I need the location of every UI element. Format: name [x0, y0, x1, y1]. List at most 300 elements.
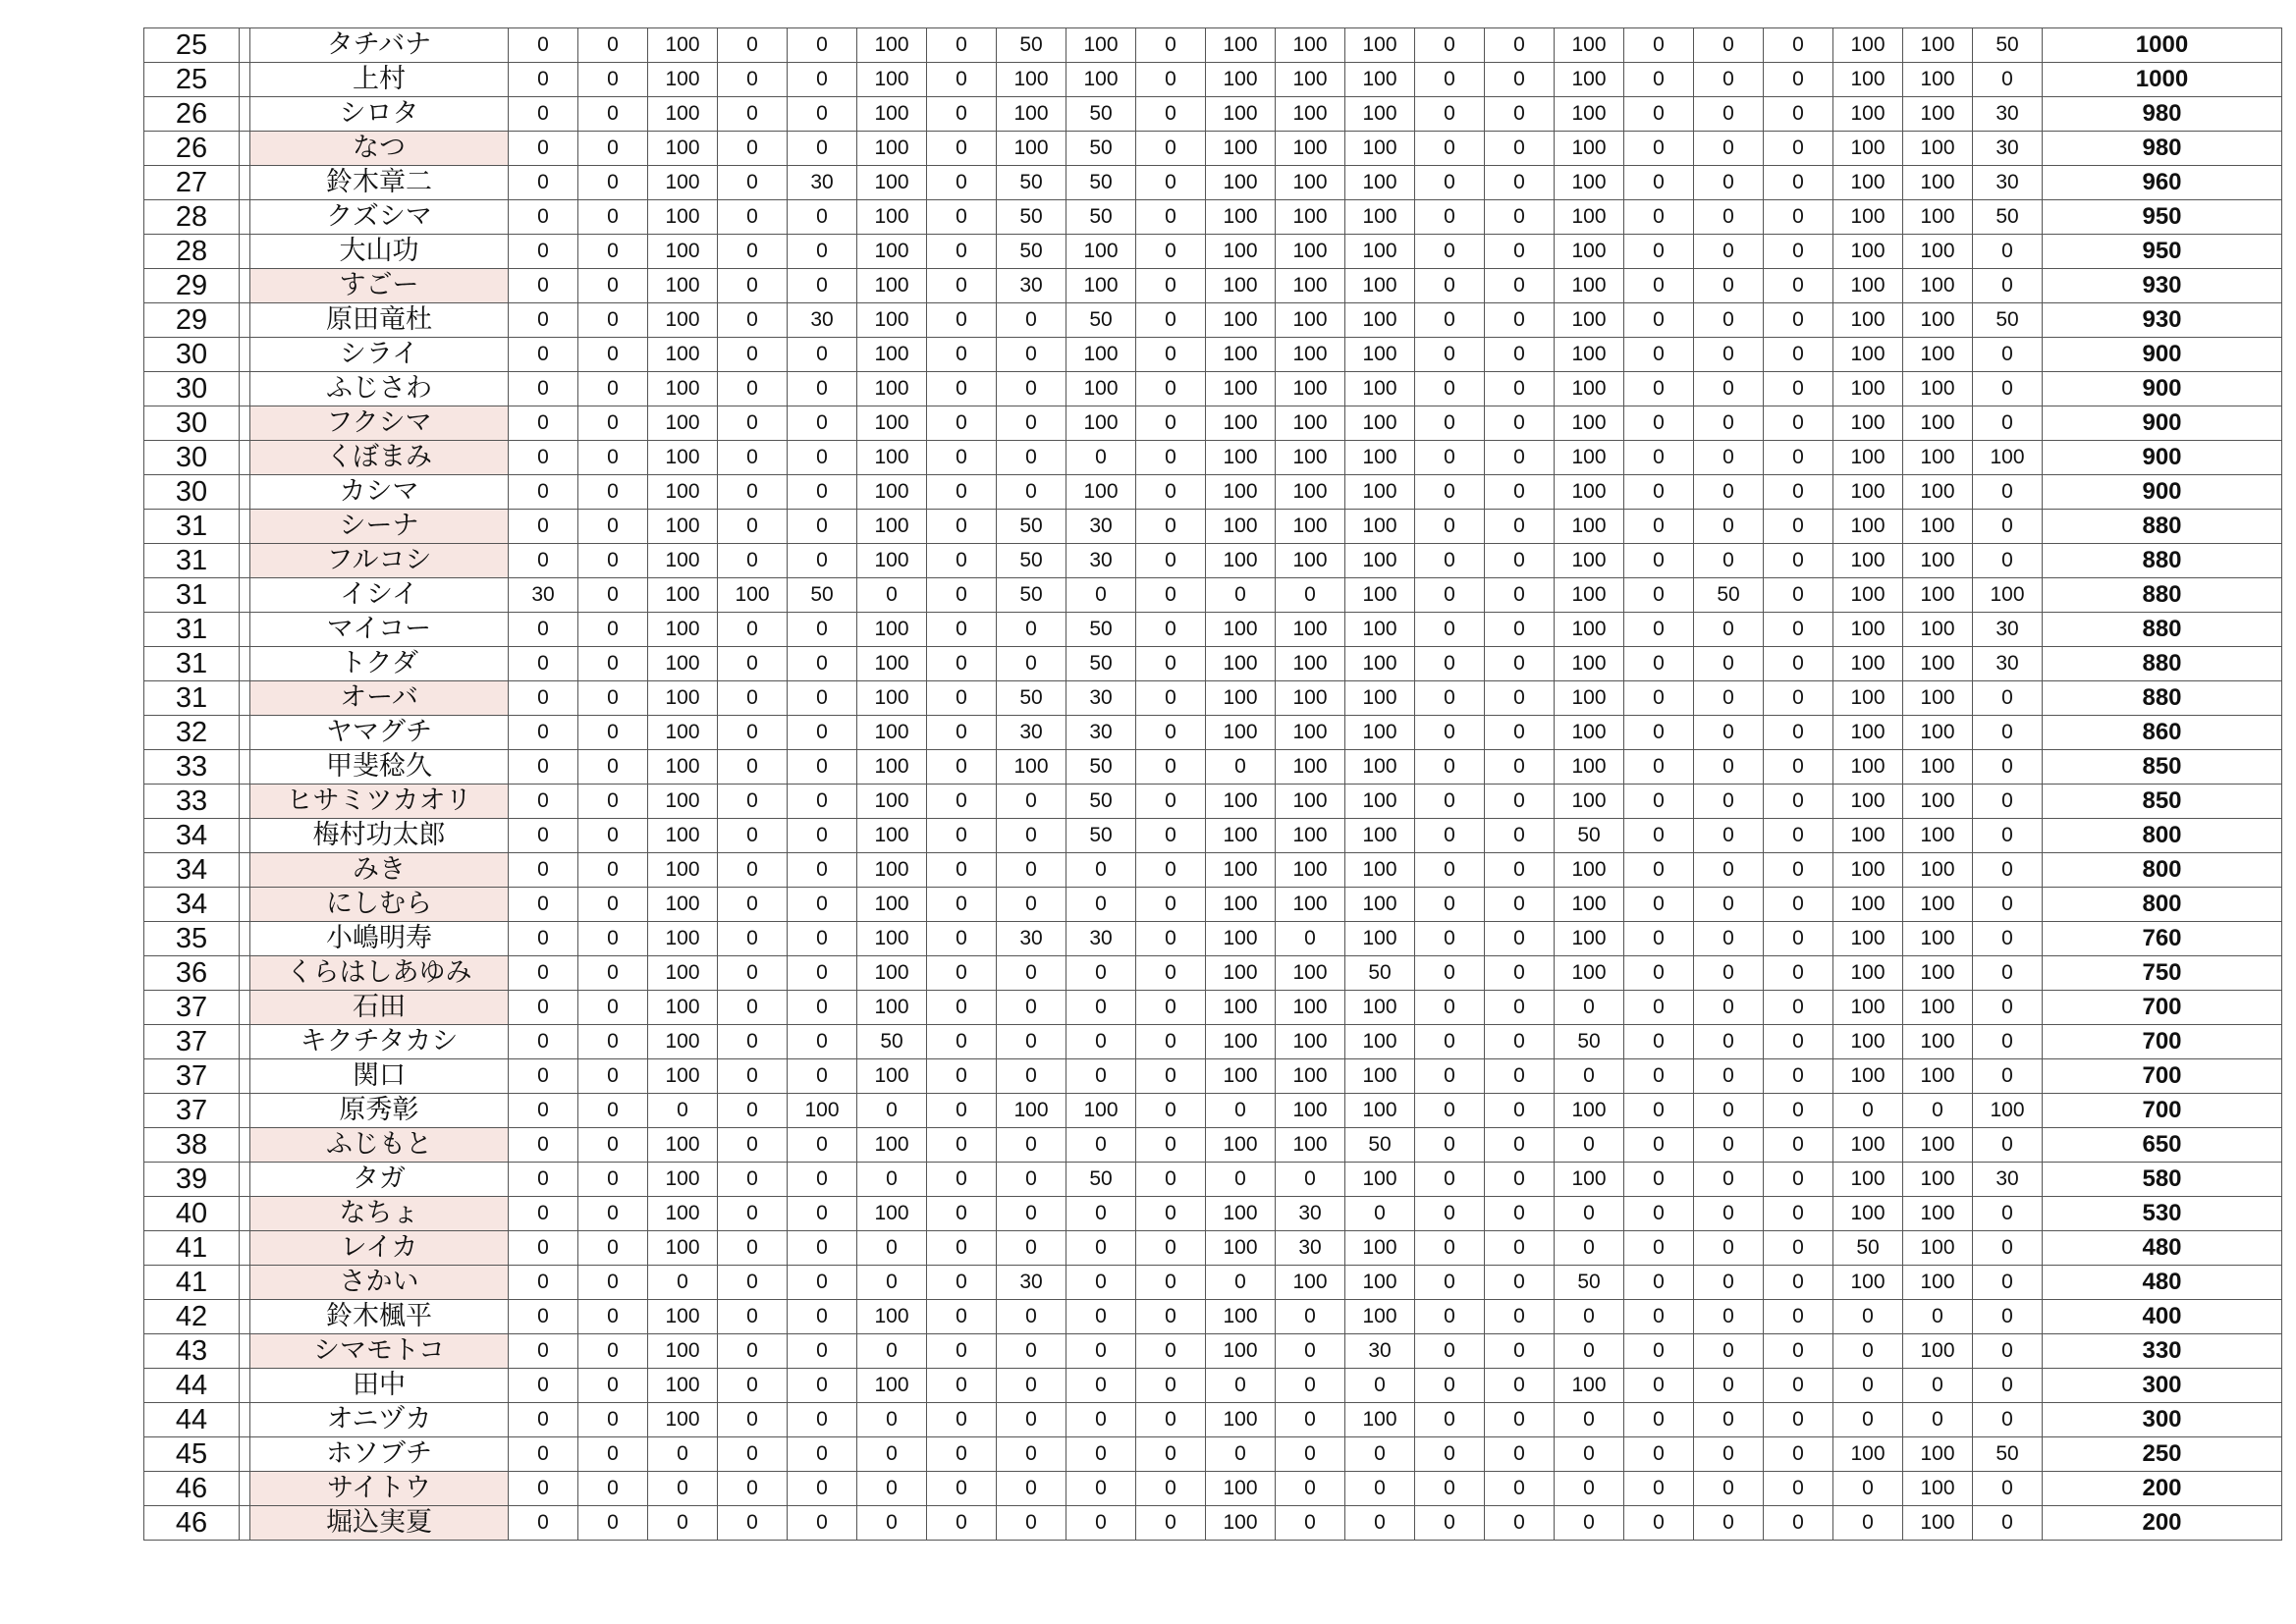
score-cell: 100	[1206, 338, 1276, 372]
score-cell: 100	[857, 750, 927, 785]
total-cell: 900	[2043, 441, 2282, 475]
score-cell: 0	[997, 1403, 1066, 1437]
spacer-cell	[240, 269, 250, 303]
score-cell: 0	[509, 303, 578, 338]
score-cell: 0	[1415, 1437, 1485, 1472]
rank-cell: 28	[144, 200, 240, 235]
spacer-cell	[240, 956, 250, 991]
score-cell: 0	[718, 1506, 788, 1541]
score-cell: 100	[857, 1300, 927, 1334]
score-cell: 0	[857, 1472, 927, 1506]
score-cell: 0	[718, 681, 788, 716]
score-cell: 0	[1764, 1369, 1833, 1403]
score-cell: 0	[788, 544, 857, 578]
score-cell: 100	[997, 97, 1066, 132]
score-cell: 100	[1833, 235, 1903, 269]
score-cell: 100	[1833, 819, 1903, 853]
score-cell: 100	[1206, 200, 1276, 235]
score-cell: 100	[648, 888, 718, 922]
score-cell: 0	[509, 1197, 578, 1231]
score-cell: 0	[1624, 1197, 1694, 1231]
total-cell: 750	[2043, 956, 2282, 991]
table-row	[144, 63, 2283, 97]
score-cell: 0	[1624, 1506, 1694, 1541]
score-cell: 0	[1694, 613, 1764, 647]
edge-cell	[2282, 510, 2283, 544]
spacer-cell	[240, 97, 250, 132]
score-cell: 100	[648, 956, 718, 991]
score-cell: 100	[1973, 578, 2043, 613]
score-cell: 0	[997, 1506, 1066, 1541]
score-cell: 0	[1066, 956, 1136, 991]
score-cell: 100	[1206, 1197, 1276, 1231]
score-cell: 100	[1276, 716, 1345, 750]
total-cell: 1000	[2043, 63, 2282, 97]
score-cell: 100	[1903, 200, 1973, 235]
score-cell: 0	[1485, 613, 1555, 647]
score-cell: 100	[1345, 991, 1415, 1025]
name-cell: 大山功	[250, 235, 509, 269]
score-cell: 0	[1485, 200, 1555, 235]
score-cell: 100	[1555, 200, 1624, 235]
score-cell: 100	[857, 922, 927, 956]
spacer-cell	[240, 578, 250, 613]
edge-cell	[2282, 200, 2283, 235]
score-cell: 0	[997, 888, 1066, 922]
score-cell: 0	[1136, 613, 1206, 647]
score-cell: 0	[1136, 1197, 1206, 1231]
score-cell: 100	[1555, 613, 1624, 647]
table-row	[144, 338, 2283, 372]
score-cell: 0	[1624, 888, 1694, 922]
rank-cell: 46	[144, 1506, 240, 1541]
score-cell: 100	[1833, 1059, 1903, 1094]
score-cell: 0	[1555, 1300, 1624, 1334]
score-cell: 100	[1206, 1059, 1276, 1094]
score-cell: 0	[1485, 785, 1555, 819]
score-cell: 100	[857, 785, 927, 819]
score-cell: 0	[1485, 1163, 1555, 1197]
score-cell: 0	[997, 406, 1066, 441]
table-row	[144, 510, 2283, 544]
score-cell: 100	[1903, 853, 1973, 888]
score-cell: 0	[1136, 338, 1206, 372]
score-cell: 100	[1345, 1266, 1415, 1300]
score-cell: 100	[648, 235, 718, 269]
score-cell: 100	[1833, 647, 1903, 681]
score-cell: 0	[1136, 785, 1206, 819]
score-cell: 50	[1694, 578, 1764, 613]
score-cell: 0	[1624, 1059, 1694, 1094]
score-cell: 100	[1206, 1506, 1276, 1541]
score-cell: 0	[927, 200, 997, 235]
score-cell: 0	[509, 888, 578, 922]
spacer-cell	[240, 888, 250, 922]
score-cell: 100	[1345, 1059, 1415, 1094]
table-row	[144, 681, 2283, 716]
score-cell: 100	[1903, 578, 1973, 613]
name-cell: 梅村功太郎	[250, 819, 509, 853]
score-cell: 0	[718, 406, 788, 441]
score-cell: 100	[1276, 613, 1345, 647]
score-cell: 0	[578, 303, 648, 338]
score-cell: 0	[857, 1094, 927, 1128]
score-cell: 0	[1694, 338, 1764, 372]
edge-cell	[2282, 1025, 2283, 1059]
score-cell: 100	[857, 544, 927, 578]
score-cell: 0	[1694, 1403, 1764, 1437]
score-cell: 0	[1973, 1403, 2043, 1437]
spacer-cell	[240, 338, 250, 372]
score-cell: 0	[788, 235, 857, 269]
score-cell: 0	[1415, 1025, 1485, 1059]
score-cell: 100	[857, 235, 927, 269]
score-cell: 50	[997, 200, 1066, 235]
total-cell: 880	[2043, 647, 2282, 681]
score-cell: 100	[1903, 956, 1973, 991]
score-cell: 0	[718, 544, 788, 578]
table-row	[144, 613, 2283, 647]
score-cell: 0	[509, 166, 578, 200]
score-cell: 100	[648, 1300, 718, 1334]
name-cell: なつ	[250, 132, 509, 166]
score-cell: 100	[648, 613, 718, 647]
score-cell: 0	[1973, 235, 2043, 269]
score-cell: 0	[1624, 1231, 1694, 1266]
score-cell: 0	[1764, 578, 1833, 613]
total-cell: 760	[2043, 922, 2282, 956]
score-cell: 0	[1136, 1094, 1206, 1128]
score-cell: 100	[1903, 1506, 1973, 1541]
rank-cell: 45	[144, 1437, 240, 1472]
score-cell: 0	[1136, 63, 1206, 97]
score-cell: 0	[578, 372, 648, 406]
score-cell: 100	[1555, 716, 1624, 750]
score-cell: 50	[997, 28, 1066, 63]
score-cell: 0	[1764, 338, 1833, 372]
score-cell: 0	[1415, 1403, 1485, 1437]
spacer-cell	[240, 991, 250, 1025]
score-cell: 100	[1903, 1059, 1973, 1094]
score-cell: 100	[1903, 510, 1973, 544]
total-cell: 850	[2043, 750, 2282, 785]
score-cell: 0	[1136, 578, 1206, 613]
score-cell: 0	[509, 785, 578, 819]
score-cell: 100	[857, 1197, 927, 1231]
score-cell: 100	[1276, 475, 1345, 510]
score-cell: 0	[1624, 681, 1694, 716]
score-cell: 100	[648, 750, 718, 785]
score-cell: 0	[1345, 1437, 1415, 1472]
table-row	[144, 1266, 2283, 1300]
score-cell: 0	[1973, 406, 2043, 441]
name-cell: シロタ	[250, 97, 509, 132]
score-cell: 100	[857, 406, 927, 441]
score-cell: 0	[1694, 544, 1764, 578]
score-cell: 0	[1066, 1369, 1136, 1403]
score-cell: 0	[1136, 750, 1206, 785]
name-cell: トクダ	[250, 647, 509, 681]
score-cell: 0	[997, 1059, 1066, 1094]
score-cell: 100	[857, 716, 927, 750]
score-cell: 0	[1764, 819, 1833, 853]
score-cell: 0	[1624, 1266, 1694, 1300]
score-cell: 0	[578, 441, 648, 475]
score-cell: 0	[927, 372, 997, 406]
spacer-cell	[240, 235, 250, 269]
score-cell: 0	[578, 888, 648, 922]
score-cell: 100	[1903, 888, 1973, 922]
score-cell: 0	[788, 406, 857, 441]
score-cell: 30	[509, 578, 578, 613]
score-cell: 100	[648, 1128, 718, 1163]
score-cell: 100	[1276, 372, 1345, 406]
score-cell: 0	[1415, 681, 1485, 716]
score-cell: 0	[1903, 1403, 1973, 1437]
score-cell: 0	[1136, 1472, 1206, 1506]
score-cell: 0	[788, 441, 857, 475]
score-cell: 0	[1764, 63, 1833, 97]
rank-cell: 37	[144, 1025, 240, 1059]
spacer-cell	[240, 1334, 250, 1369]
score-cell: 30	[1066, 510, 1136, 544]
score-cell: 0	[927, 1506, 997, 1541]
score-cell: 0	[1624, 578, 1694, 613]
score-cell: 0	[1764, 475, 1833, 510]
edge-cell	[2282, 303, 2283, 338]
score-cell: 0	[1485, 1231, 1555, 1266]
table-row	[144, 956, 2283, 991]
score-cell: 100	[648, 922, 718, 956]
score-cell: 0	[1415, 166, 1485, 200]
score-cell: 100	[997, 132, 1066, 166]
score-cell: 0	[1973, 819, 2043, 853]
score-cell: 0	[1764, 406, 1833, 441]
name-cell: ホソブチ	[250, 1437, 509, 1472]
score-cell: 100	[1833, 716, 1903, 750]
score-cell: 100	[1903, 544, 1973, 578]
score-cell: 0	[1136, 888, 1206, 922]
edge-cell	[2282, 475, 2283, 510]
score-cell: 0	[1833, 1300, 1903, 1334]
score-cell: 0	[1415, 1266, 1485, 1300]
score-cell: 100	[648, 578, 718, 613]
score-cell: 0	[788, 269, 857, 303]
score-cell: 0	[1973, 372, 2043, 406]
score-cell: 0	[1764, 1334, 1833, 1369]
score-cell: 100	[1276, 441, 1345, 475]
score-cell: 0	[1694, 269, 1764, 303]
edge-cell	[2282, 956, 2283, 991]
table-row	[144, 1231, 2283, 1266]
spacer-cell	[240, 166, 250, 200]
score-cell: 0	[1973, 750, 2043, 785]
edge-cell	[2282, 578, 2283, 613]
score-cell: 0	[509, 475, 578, 510]
score-cell: 0	[1624, 303, 1694, 338]
edge-cell	[2282, 1059, 2283, 1094]
score-cell: 0	[718, 716, 788, 750]
score-cell: 0	[1136, 372, 1206, 406]
score-cell: 100	[1903, 785, 1973, 819]
score-cell: 100	[857, 819, 927, 853]
name-cell: 上村	[250, 63, 509, 97]
name-cell: 鈴木楓平	[250, 1300, 509, 1334]
score-cell: 0	[578, 1472, 648, 1506]
score-cell: 0	[1415, 578, 1485, 613]
score-cell: 0	[1694, 200, 1764, 235]
rank-cell: 46	[144, 1472, 240, 1506]
score-cell: 0	[718, 235, 788, 269]
score-cell: 100	[1276, 888, 1345, 922]
score-cell: 100	[648, 338, 718, 372]
score-cell: 30	[1973, 97, 2043, 132]
score-cell: 30	[1066, 922, 1136, 956]
score-cell: 0	[1764, 1094, 1833, 1128]
score-cell: 0	[718, 132, 788, 166]
total-cell: 800	[2043, 888, 2282, 922]
score-cell: 0	[997, 1437, 1066, 1472]
score-cell: 0	[718, 1472, 788, 1506]
score-cell: 0	[1345, 1369, 1415, 1403]
spacer-cell	[240, 819, 250, 853]
score-cell: 100	[1276, 166, 1345, 200]
score-cell: 100	[1555, 441, 1624, 475]
score-cell: 100	[1276, 991, 1345, 1025]
score-cell: 100	[648, 510, 718, 544]
table-row	[144, 1403, 2283, 1437]
score-cell: 0	[788, 1472, 857, 1506]
score-cell: 0	[1973, 510, 2043, 544]
score-cell: 100	[1903, 372, 1973, 406]
score-cell: 0	[927, 1472, 997, 1506]
total-cell: 250	[2043, 1437, 2282, 1472]
score-cell: 0	[1276, 922, 1345, 956]
table-row	[144, 853, 2283, 888]
table-row	[144, 1128, 2283, 1163]
score-cell: 0	[1136, 1128, 1206, 1163]
score-cell: 100	[648, 441, 718, 475]
rank-cell: 41	[144, 1266, 240, 1300]
score-cell: 0	[509, 1334, 578, 1369]
score-cell: 0	[788, 63, 857, 97]
rank-cell: 30	[144, 372, 240, 406]
score-cell: 0	[1555, 1197, 1624, 1231]
score-cell: 0	[1624, 475, 1694, 510]
score-cell: 0	[1415, 544, 1485, 578]
score-cell: 0	[857, 1163, 927, 1197]
score-cell: 0	[1764, 888, 1833, 922]
score-cell: 0	[788, 1231, 857, 1266]
edge-cell	[2282, 1369, 2283, 1403]
score-cell: 100	[857, 200, 927, 235]
score-cell: 0	[509, 1025, 578, 1059]
name-cell: なちょ	[250, 1197, 509, 1231]
score-cell: 0	[927, 785, 997, 819]
score-cell: 0	[1973, 853, 2043, 888]
score-cell: 100	[1555, 28, 1624, 63]
score-cell: 100	[1206, 269, 1276, 303]
score-cell: 100	[1833, 613, 1903, 647]
score-cell: 0	[1485, 991, 1555, 1025]
spacer-cell	[240, 681, 250, 716]
score-cell: 0	[1136, 1025, 1206, 1059]
score-cell: 0	[1764, 956, 1833, 991]
score-cell: 0	[997, 338, 1066, 372]
score-cell: 100	[1206, 28, 1276, 63]
score-cell: 30	[1066, 681, 1136, 716]
score-cell: 100	[1276, 750, 1345, 785]
score-cell: 100	[788, 1094, 857, 1128]
score-cell: 0	[997, 647, 1066, 681]
score-cell: 0	[509, 819, 578, 853]
score-cell: 100	[648, 1403, 718, 1437]
score-cell: 100	[1903, 1334, 1973, 1369]
score-cell: 0	[1764, 269, 1833, 303]
score-cell: 0	[1136, 956, 1206, 991]
score-cell: 0	[1136, 1437, 1206, 1472]
score-cell: 100	[857, 28, 927, 63]
score-cell: 0	[1973, 1300, 2043, 1334]
score-cell: 0	[1415, 200, 1485, 235]
score-cell: 0	[1555, 1231, 1624, 1266]
score-cell: 100	[1276, 1094, 1345, 1128]
score-cell: 100	[1833, 922, 1903, 956]
score-cell: 0	[718, 1334, 788, 1369]
score-cell: 30	[788, 166, 857, 200]
edge-cell	[2282, 441, 2283, 475]
score-cell: 0	[788, 922, 857, 956]
score-cell: 100	[1345, 819, 1415, 853]
score-cell: 100	[1276, 200, 1345, 235]
score-cell: 100	[1206, 303, 1276, 338]
score-cell: 100	[648, 785, 718, 819]
name-cell: キクチタカシ	[250, 1025, 509, 1059]
edge-cell	[2282, 1334, 2283, 1369]
score-cell: 0	[788, 1437, 857, 1472]
score-cell: 0	[718, 819, 788, 853]
score-cell: 0	[509, 853, 578, 888]
spacer-cell	[240, 1506, 250, 1541]
score-cell: 0	[1276, 1506, 1345, 1541]
rank-cell: 40	[144, 1197, 240, 1231]
edge-cell	[2282, 97, 2283, 132]
name-cell: みき	[250, 853, 509, 888]
score-cell: 0	[1415, 647, 1485, 681]
score-cell: 100	[1206, 922, 1276, 956]
score-cell: 100	[1206, 475, 1276, 510]
spacer-cell	[240, 1094, 250, 1128]
score-cell: 0	[1415, 1197, 1485, 1231]
score-cell: 100	[1276, 853, 1345, 888]
score-cell: 100	[1833, 785, 1903, 819]
score-cell: 0	[509, 750, 578, 785]
score-cell: 0	[1764, 1231, 1833, 1266]
edge-cell	[2282, 1472, 2283, 1506]
score-cell: 100	[857, 1128, 927, 1163]
score-cell: 100	[1276, 1059, 1345, 1094]
score-cell: 0	[718, 1094, 788, 1128]
spacer-cell	[240, 406, 250, 441]
score-cell: 0	[1415, 406, 1485, 441]
name-cell: 堀込実夏	[250, 1506, 509, 1541]
score-cell: 0	[718, 338, 788, 372]
table-row	[144, 647, 2283, 681]
score-cell: 0	[788, 647, 857, 681]
score-cell: 100	[1833, 888, 1903, 922]
score-cell: 0	[927, 991, 997, 1025]
score-cell: 100	[1345, 544, 1415, 578]
